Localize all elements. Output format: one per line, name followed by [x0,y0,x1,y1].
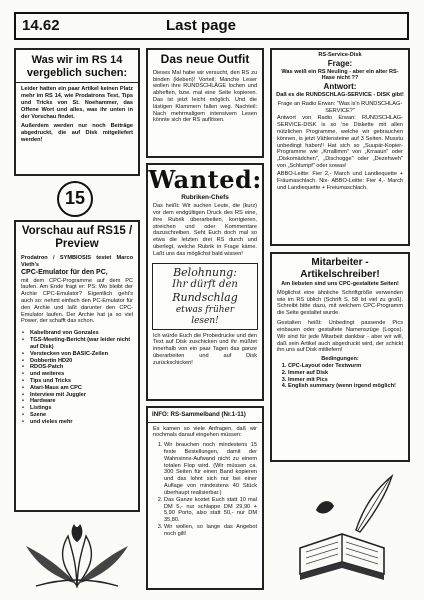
new-outfit-box [146,48,264,158]
list-item: • Tips und Tricks [22,378,138,385]
page-title: Last page [166,16,237,34]
contributors-title: Mitarbeiter - Artikelschreiber! [300,257,380,280]
list-item: 4. English summary (wenn irgend möglich! [288,383,408,390]
contributors-subtitle: Am liebsten sind uns CPC-gestaltete Seiten! [281,281,399,287]
contributors-box [270,252,410,462]
new-outfit-text: Dieses Mal habe wir versucht, den RS zu binden (kleben)! Vorteil: Manche Leser wollen ihre RUNDSCHLÄGE lochen und abheften, bzw. mal eine Seite kopieren. Das ist jetzt leicht möglich. Und die lästigen Klammern fallen weg. Nachteil: Nach mehrmaligem intensivem Lesen könnte sich der RS auflösen. [153,69,257,124]
page-header [14,12,409,40]
wanted-title: Wanted: [148,165,262,194]
list-item: • Interview mit Juggler [22,392,138,399]
contributors-text: Möglichst eine ähnliche Schriftgröße verwenden wie im RS üblich (Schrift S, 58 ist viel zu groß). Schreibt bitte dazu, mit welchem CPC-Programm die Seite gestaltet wurde. [277,289,403,317]
list-item: 3. Wir wollen, so lange das Angebot noch gilt! [164,524,257,538]
question-title: Frage: [327,58,353,68]
answer-text: Daß es die RUNDSCHLAG-SERVICE - DISK gibt! [276,91,404,98]
list-item: • und weiteres [22,371,138,378]
preview-title: Vorschau auf RS15 / Preview [21,225,133,251]
service-disk-box [270,48,410,246]
preview-list [16,330,138,425]
conditions-title: Bedingungen: [321,356,359,363]
question-text: Was weiß ein RS Neuling - aber ein alter RS-Hase nicht ?? [281,68,399,82]
list-item: 3. Immer mit Pics [288,377,408,384]
list-item: • Szene [22,412,138,419]
missing-articles-title: Was wir im RS 14 vergeblich suchen: [26,54,128,79]
subscription-prices: ABBO-Leitte: Fier 2,- March und Landiequette + Fräumaschlach. Nix- ABBO-Leitte: Fier 4,- March und Landiequette + Freiumaschlach. [277,170,403,191]
reward-line-4: etwas früher [175,304,235,315]
wanted-subtitle: Rubriken-Chefs [181,194,229,202]
list-item: • Atari-Maus am CPC [22,385,138,392]
list-item: 2. Das Ganze kostet Euch statt 10 mal DM 5,- nur schlappe DM 29,90 + 5,90 Porto, also statt 50,- nur DM 35,80. [164,497,257,524]
wanted-text-2: Ich würde Euch die Probedrucke und den Text auf Disk zuschicken und ihr müßtet innerhalb von ein paar Tagen das ganze überarbeiten und auf Disk zurückschicken! [153,332,257,366]
contributors-text-2: Gestalten heißt: Unbedingt passende Pics einbauen oder gestaltete Namenszüge (Logos). Wir sind für jede Mitarbeit dankbar - aber wir will, daß sein Artikel auch abgedruckt wird, der schickt ihn uns auf Disk mitliefern! [277,320,403,354]
preview-bullet-prodatron: Prodatron / SYMBIOSIS testet Marco Vieth's [21,255,133,269]
info-collection-box [146,406,264,590]
list-item: • Verstecken von BASIC-Zeilen [22,351,138,358]
ornament-flower-icon [16,516,138,590]
reward-line-5: lesen! [191,315,219,326]
radio-question: Frage an Radio Erwan: "Was is'n RUNDSCHLAG-SERVICE?" [277,100,403,114]
list-item: 1. CPC-Layout oder Textwurm [288,363,408,370]
missing-articles-text: Leider hatten ein paar Artikel keinen Platz mehr im RS 14, wie Prodatrons Test, Tips und Tricks von St. Noehammer, das Offene Wort und alles, was ihr unten in der Vorschau findet. [21,86,133,120]
missing-articles-box [14,48,140,176]
preview-box [14,220,140,512]
missing-articles-note: Außerdem werden nur noch Beiträge abgedruckt, die auf Disk mitgeliefert werden! [21,123,133,143]
list-item: 2. Immer auf Disk [288,370,408,377]
wanted-box [146,163,264,401]
conditions-list [272,363,408,390]
list-item: • TGS-Meeting-Bericht (war leider nicht auf Disk) [22,337,138,351]
reward-line-2: Ihr dürft den [172,278,238,290]
list-item: 1. Wir brauchen noch mindestens 15 feste Bestellungen, damit der Wahnsinns-Aufwand nicht zu einem totalen Flop wird. (Wir müssen ca. 300 Seiten für einen Band kopieren und das lohnt sich nur bei einer Auflage von mindestens 40 Stück überhaupt realisierbar.) [164,442,257,497]
info-title: INFO: RS-Sammelband (Nr.1-11) [148,408,262,423]
issue-number: 14.62 [22,16,60,34]
reward-line-1: Belohnung: [173,265,237,279]
new-outfit-title: Das neue Outfit [160,52,250,66]
book-quill-icon [286,470,398,590]
issue-15-badge: 15 [57,181,93,217]
list-item: • Kabelbrand von Gonzales [22,330,138,337]
info-list [148,442,262,537]
reward-line-3: Rundschlag [172,291,238,305]
list-item: • Hardware [22,398,138,405]
preview-emulator-text: mit dem CPC-Programme auf dem PC laufen. Am Ende fragt er: PS: Wo bleibt der Archie CPC-Emulator? Eigentlich geht's auch so: nehmt einfach den PC-Emulator für den Archie und laßt darunter den CPC-Emulator laufen. Der Archie hat ja so viel Power, der schafft das schon. [21,277,133,325]
service-disk-heading: RS-Service-Disk [318,52,362,58]
list-item: • Dobbertin HD20 [22,358,138,365]
info-text: Es kamen so viele Anfragen, daß wir nochmals darauf eingehen müssen: [153,425,257,439]
list-item: • Listings [22,405,138,412]
answer-title: Antwort: [323,82,357,92]
list-item: • und vieles mehr [22,419,138,426]
radio-answer: Antwort von Radio Erwan: RUNDSCHLAG-SERVICE-DISK is so 'ne Diskette mit allen nützlichen Programme, welche wir gebrauchen können, is jetzt Vählensteine auf 3 Seiten. Musstu unbedingt haben!! Hat sich so „Suupär-Kopier-Programme wie „Krrallimm" von „Krraaun" oder „Diskomädchen", „Dischogge" oder „Dezehweh" von „Schlumpf" oder sowas! [277,115,403,170]
wanted-text: Das heißt: Wir suchen Leute, die (kurz) vor dem endgültigen Druck des RS eine, ihre Rubrik überarbeiten, korrigieren, streichen und oder Kommentare dazuschreiben. Seht Euch doch mal so etwa die letzten drei RS durch und überlegt, welche Rubrik in Frage käme. Laßt uns das möglichst bald wissen! [153,203,257,257]
list-item: • RDOS-Patch [22,364,138,371]
preview-emulator-heading: CPC-Emulator für den PC, [21,269,108,277]
reward-box [152,263,258,330]
